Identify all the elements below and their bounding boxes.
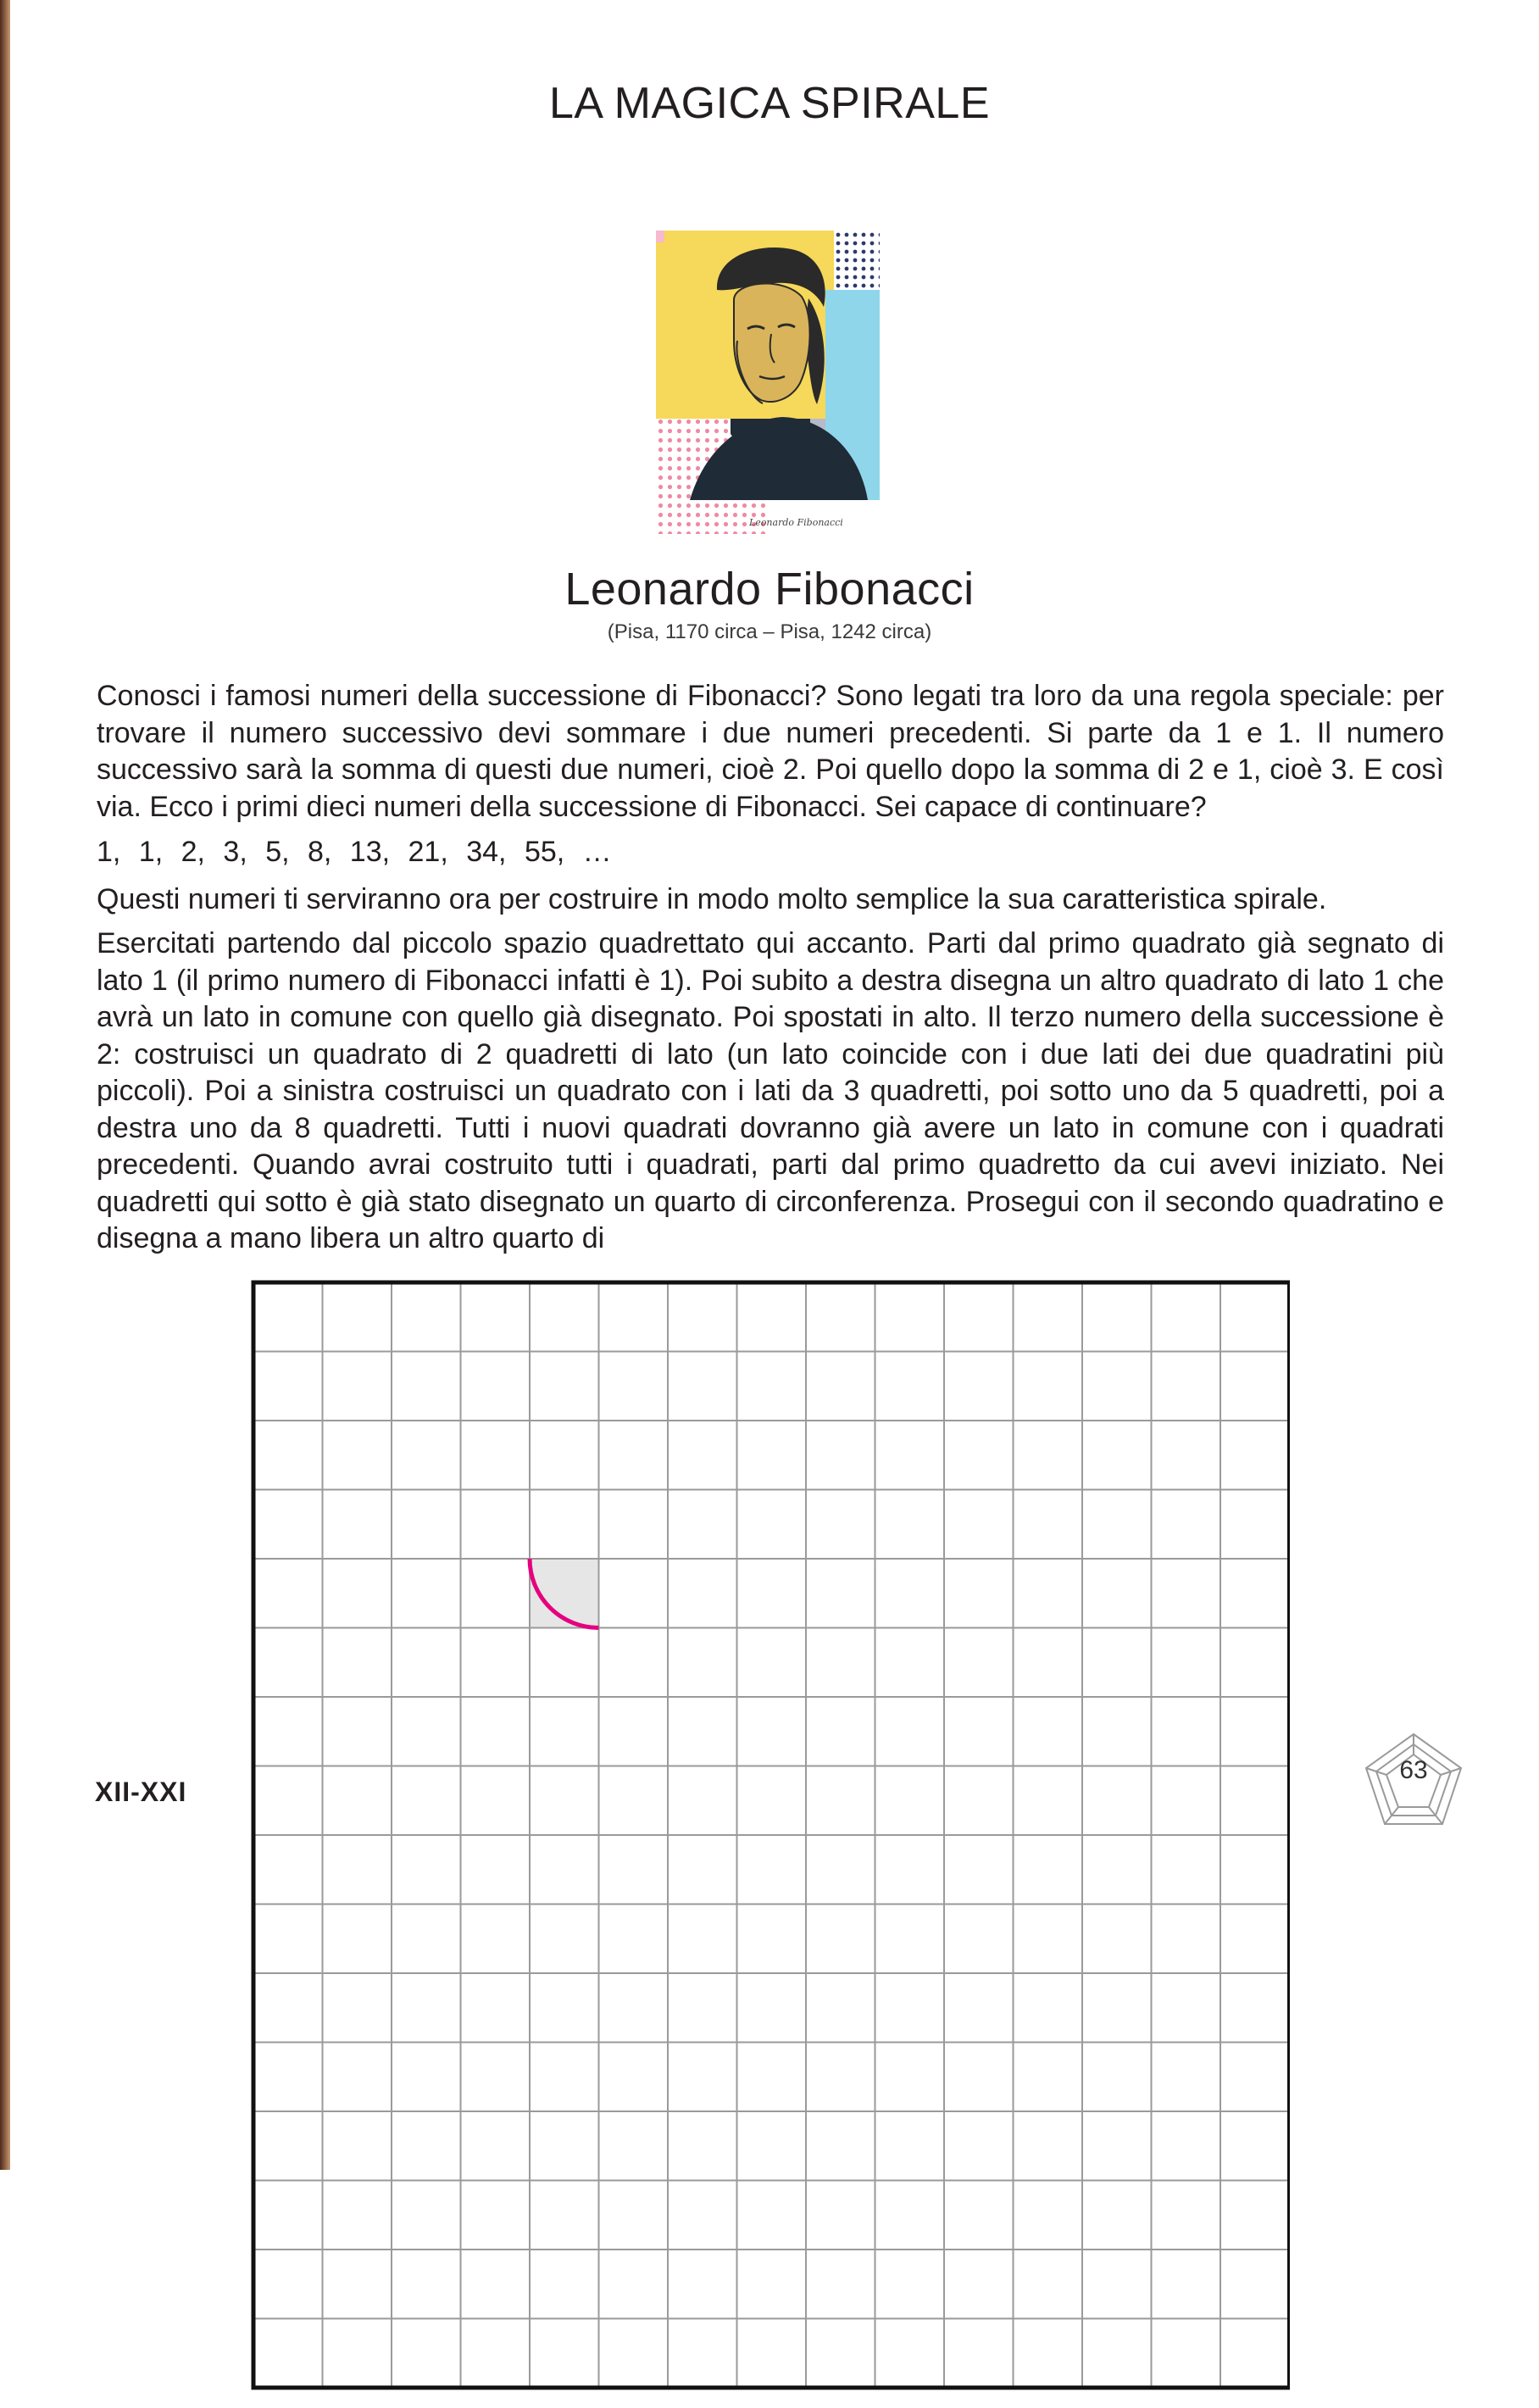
- paragraph-purpose: Questi numeri ti serviranno ora per costruire in modo molto semplice la sua caratteristica spirale.: [97, 883, 1327, 915]
- portrait-caption: Leonardo Fibonacci: [749, 517, 843, 528]
- paragraph-instructions: Esercitati partendo dal piccolo spazio quadrettato qui accanto. Parti dal primo quadrato già segnato di lato 1 (il primo numero di Fibonacci infatti è 1). Poi subito a destra disegna un altro quadrato di lato 1 che avrà un lato in comune con quello già disegnato. Poi spostati in alto. Il terzo numero della successione è 2: costruisci un quadrato di 2 quadretti di lato (un lato coincide con i due lati dei due quadratini più piccoli). Poi a sinistra costruisci un quadrato con i lati da 3 quadretti, poi sotto uno da 5 quadretti, poi a destra uno da 8 quadretti. Tutti i nuovi quadrati dovranno già avere un lato in comune con i quadrati precedenti. Quando avrai costruito tutti i quadrati, parti dal primo quadretto da cui avevi iniziato. Nei quadretti qui sotto è già stato disegnato un quarto di circonferenza. Prosegui con il secondo quadratino e disegna a mano libera un altro quarto di: [97, 927, 1444, 1254]
- person-name: Leonardo Fibonacci: [564, 564, 975, 615]
- person-dates: (Pisa, 1170 circa – Pisa, 1242 circa): [607, 620, 932, 643]
- fibonacci-sequence: 1, 1, 2, 3, 5, 8, 13, 21, 34, 55, …: [97, 836, 612, 868]
- page-title: LA MAGICA SPIRALE: [548, 79, 991, 128]
- page-number: 63: [1399, 1756, 1428, 1784]
- paragraph-intro: Conosci i famosi numeri della successione di Fibonacci? Sono legati tra loro da una regola speciale: per trovare il numero successivo devi sommare i due numeri precedenti. Si parte da 1 e 1. Il numero successivo sarà la somma di questi due numeri, cioè 2. Poi quello dopo la somma di 2 e 1, cioè 3. E così via. Ecco i primi dieci numeri della successione di Fibonacci. Sei capace di continuare?: [97, 680, 1444, 823]
- fibonacci-portrait: [656, 231, 880, 544]
- grid-svg[interactable]: [251, 1280, 1290, 2404]
- portrait-illustration: [656, 231, 880, 544]
- book-spine-edge: [0, 0, 10, 2170]
- drawing-grid[interactable]: [251, 1280, 1290, 2408]
- footer-code: XII-XXI: [95, 1777, 187, 1807]
